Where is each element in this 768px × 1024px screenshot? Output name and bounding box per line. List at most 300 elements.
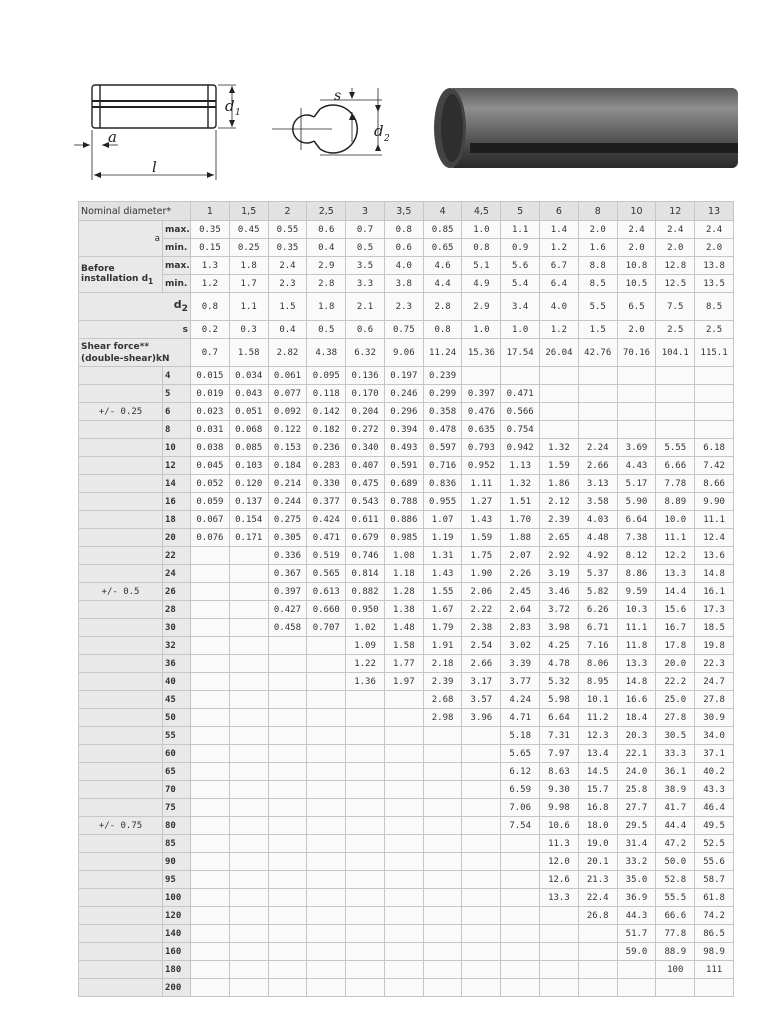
shear-load-cell [307,889,346,907]
shear-load-cell: 2.68 [423,691,462,709]
shear-load-cell [384,979,423,997]
a-label: a [154,233,160,244]
shear-load-cell: 0.204 [346,403,385,421]
shear-load-cell [229,637,268,655]
length-value: 30 [163,619,191,637]
shear-load-cell [462,925,501,943]
shear-load-cell: 13.6 [695,547,734,565]
shear-load-cell [191,961,230,979]
shear-load-cell [501,925,540,943]
shear-load-cell: 12.4 [695,529,734,547]
shear-load-cell [578,943,617,961]
shear-load-cell: 0.397 [268,583,307,601]
shear-load-cell: 27.8 [656,709,695,727]
shear-load-cell: 1.32 [540,439,579,457]
shear-load-cell: 88.9 [656,943,695,961]
shear-load-cell: 17.8 [656,637,695,655]
shear-load-cell [462,871,501,889]
length-row [79,475,734,493]
shear-load-cell [384,763,423,781]
d2-cell: 2.3 [384,293,423,321]
shear-load-cell: 30.9 [695,709,734,727]
shear-load-cell [462,853,501,871]
length-value: 75 [163,799,191,817]
d1-max-cell: 8.8 [578,257,617,275]
shear-load-cell: 0.103 [229,457,268,475]
shear-load-cell: 5.98 [540,691,579,709]
shear-load-cell [578,367,617,385]
row-d1-max [79,257,734,275]
shear-load-cell [191,799,230,817]
shear-load-cell [462,745,501,763]
shear-load-cell [384,799,423,817]
length-row [79,529,734,547]
d1-min-cell: 1.7 [229,275,268,293]
shear-load-cell [307,763,346,781]
shear-load-cell: 3.02 [501,637,540,655]
s-cell: 0.2 [191,321,230,339]
shear-load-cell [307,799,346,817]
length-value: 26 [163,583,191,601]
a-max-cell: 2.4 [656,221,695,239]
shear-load-cell [191,943,230,961]
shear-load-cell [191,637,230,655]
shear-load-cell: 10.6 [540,817,579,835]
length-row [79,655,734,673]
tolerance-label: +/- 0.75 [79,817,163,835]
shear-load-cell: 8.95 [578,673,617,691]
tolerance-label: +/- 0.5 [79,583,163,601]
spec-table [78,201,734,997]
length-row [79,691,734,709]
length-row [79,961,734,979]
shear-load-cell: 25.0 [656,691,695,709]
shear-load-cell: 0.836 [423,475,462,493]
a-max-cell: 1.0 [462,221,501,239]
shear-load-cell [462,943,501,961]
shear-load-cell [307,673,346,691]
spec-table-body [79,202,734,997]
shear-load-cell [307,943,346,961]
shear-load-cell [191,907,230,925]
tolerance-cell [79,727,163,745]
a-max-cell: 0.85 [423,221,462,239]
shear-load-cell [462,367,501,385]
sub-max: max. [163,257,191,275]
shear-load-cell [346,691,385,709]
shear-load-cell: 61.8 [695,889,734,907]
shear-load-cell: 1.22 [346,655,385,673]
shear-load-cell: 34.0 [695,727,734,745]
shear-load-cell: 0.085 [229,439,268,457]
shear-cell: 1.58 [229,339,268,367]
length-value: 65 [163,763,191,781]
shear-load-cell: 35.0 [617,871,656,889]
length-value: 45 [163,691,191,709]
d2-sub: 2 [181,303,189,315]
length-row [79,565,734,583]
shear-load-cell [307,871,346,889]
d2-cell: 1.1 [229,293,268,321]
shear-load-cell: 41.7 [656,799,695,817]
shear-load-cell: 0.061 [268,367,307,385]
length-value: 120 [163,907,191,925]
shear-load-cell [268,781,307,799]
shear-load-cell: 0.171 [229,529,268,547]
shear-load-cell [656,385,695,403]
shear-load-cell: 4.92 [578,547,617,565]
shear-load-cell [229,799,268,817]
shear-load-cell: 52.8 [656,871,695,889]
shear-load-cell [229,925,268,943]
d1-max-cell: 10.8 [617,257,656,275]
shear-load-cell: 0.275 [268,511,307,529]
row-d2 [79,293,734,321]
a-min-cell: 1.2 [540,239,579,257]
shear-load-cell: 4.78 [540,655,579,673]
shear-load-cell: 2.54 [462,637,501,655]
a-min-cell: 0.8 [462,239,501,257]
label-d2: d [374,122,384,140]
shear-load-cell: 5.65 [501,745,540,763]
length-value: 70 [163,781,191,799]
installation-line [81,274,160,286]
shear-load-cell [307,781,346,799]
shear-load-cell: 13.3 [617,655,656,673]
shear-load-cell [307,961,346,979]
shear-load-cell [346,907,385,925]
label-a-group [79,221,163,257]
shear-load-cell: 98.9 [695,943,734,961]
shear-load-cell [307,745,346,763]
shear-load-cell: 25.8 [617,781,656,799]
shear-load-cell: 0.565 [307,565,346,583]
length-value: 12 [163,457,191,475]
shear-load-cell [384,889,423,907]
shear-load-cell [229,889,268,907]
tolerance-cell [79,781,163,799]
shear-load-cell [191,727,230,745]
shear-load-cell: 0.340 [346,439,385,457]
d1-max-cell: 6.7 [540,257,579,275]
shear-load-cell [307,817,346,835]
shear-load-cell [191,925,230,943]
shear-load-cell: 37.1 [695,745,734,763]
tolerance-cell [79,385,163,403]
length-value: 160 [163,943,191,961]
shear-load-cell: 1.43 [462,511,501,529]
shear-load-cell [617,979,656,997]
length-value: 36 [163,655,191,673]
d1-min-cell: 6.4 [540,275,579,293]
shear-load-cell: 77.8 [656,925,695,943]
s-cell: 1.5 [578,321,617,339]
shear-load-cell [229,781,268,799]
shear-load-cell: 14.8 [695,565,734,583]
shear-load-cell [501,979,540,997]
shear-load-cell: 2.98 [423,709,462,727]
shear-load-cell: 0.707 [307,619,346,637]
shear-load-cell: 0.052 [191,475,230,493]
shear-load-cell: 1.58 [384,637,423,655]
shear-load-cell: 0.427 [268,601,307,619]
tolerance-cell [79,619,163,637]
shear-load-cell: 1.11 [462,475,501,493]
shear-load-cell: 3.96 [462,709,501,727]
shear-load-cell [346,709,385,727]
length-value: 4 [163,367,191,385]
shear-load-cell: 0.236 [307,439,346,457]
shear-load-cell: 3.72 [540,601,579,619]
shear-load-cell: 24.0 [617,763,656,781]
shear-load-cell: 59.0 [617,943,656,961]
shear-load-cell: 6.71 [578,619,617,637]
shear-load-cell [501,907,540,925]
length-value: 50 [163,709,191,727]
tolerance-cell [79,601,163,619]
shear-load-cell [229,745,268,763]
a-min-cell: 0.35 [268,239,307,257]
s-cell: 0.8 [423,321,462,339]
shear-load-cell: 0.153 [268,439,307,457]
shear-load-cell: 0.471 [501,385,540,403]
shear-cell: 15.36 [462,339,501,367]
tolerance-cell [79,475,163,493]
a-max-cell: 2.4 [617,221,656,239]
d1-min-cell: 4.9 [462,275,501,293]
shear-load-cell: 0.214 [268,475,307,493]
shear-load-cell [229,817,268,835]
shear-load-cell: 0.283 [307,457,346,475]
shear-load-cell: 1.18 [384,565,423,583]
label-d2-sub: 2 [384,134,390,144]
shear-load-cell: 0.716 [423,457,462,475]
shear-load-cell: 2.39 [540,511,579,529]
shear-load-cell: 0.635 [462,421,501,439]
shear-load-cell [695,403,734,421]
length-row [79,871,734,889]
shear-load-cell: 3.17 [462,673,501,691]
shear-load-cell [346,817,385,835]
s-cell: 0.5 [307,321,346,339]
shear-load-cell: 46.4 [695,799,734,817]
shear-load-cell [540,367,579,385]
shear-load-cell [268,763,307,781]
shear-load-cell: 111 [695,961,734,979]
shear-load-cell [384,961,423,979]
length-value: 6 [163,403,191,421]
shear-load-cell: 43.3 [695,781,734,799]
shear-load-cell [307,979,346,997]
shear-load-cell: 13.4 [578,745,617,763]
shear-load-cell: 1.86 [540,475,579,493]
shear-load-cell: 9.98 [540,799,579,817]
shear-load-cell [191,871,230,889]
shear-load-cell: 1.09 [346,637,385,655]
shear-load-cell [307,691,346,709]
shear-load-cell: 7.16 [578,637,617,655]
shear-load-cell: 3.13 [578,475,617,493]
shear-load-cell [307,907,346,925]
shear-line-2: (double-shear)kN [81,353,170,364]
tolerance-cell [79,871,163,889]
shear-load-cell: 2.92 [540,547,579,565]
shear-load-cell: 0.424 [307,511,346,529]
shear-load-cell [423,907,462,925]
d2-cell: 5.5 [578,293,617,321]
shear-load-cell: 1.59 [462,529,501,547]
shear-load-cell [462,889,501,907]
shear-load-cell [423,835,462,853]
shear-load-cell: 16.1 [695,583,734,601]
shear-load-cell: 0.095 [307,367,346,385]
length-value: 22 [163,547,191,565]
tolerance-cell [79,853,163,871]
shear-load-cell: 11.1 [695,511,734,529]
shear-load-cell: 9.30 [540,781,579,799]
shear-load-cell: 14.4 [656,583,695,601]
shear-load-cell [346,871,385,889]
length-value: 200 [163,979,191,997]
shear-load-cell [501,943,540,961]
shear-load-cell [462,835,501,853]
shear-load-cell: 1.91 [423,637,462,655]
shear-load-cell: 40.2 [695,763,734,781]
tolerance-cell [79,655,163,673]
tolerance-cell [79,439,163,457]
shear-load-cell [346,799,385,817]
shear-load-cell [384,745,423,763]
d1-max-cell: 2.9 [307,257,346,275]
tolerance-cell [79,421,163,439]
shear-load-cell: 6.64 [617,511,656,529]
shear-load-cell: 5.55 [656,439,695,457]
shear-load-cell: 0.137 [229,493,268,511]
shear-load-cell [617,403,656,421]
length-row [79,421,734,439]
shear-load-cell [423,745,462,763]
shear-load-cell: 0.475 [346,475,385,493]
pin-end-view [272,88,382,155]
shear-load-cell: 0.519 [307,547,346,565]
label-a: a [108,128,117,146]
shear-line-1: Shear force** [81,341,150,352]
shear-cell: 2.82 [268,339,307,367]
shear-load-cell [229,961,268,979]
shear-load-cell: 1.70 [501,511,540,529]
shear-load-cell [656,979,695,997]
shear-load-cell: 0.478 [423,421,462,439]
d1-min-cell: 12.5 [656,275,695,293]
shear-load-cell: 0.543 [346,493,385,511]
shear-load-cell: 0.142 [307,403,346,421]
shear-load-cell: 8.06 [578,655,617,673]
shear-load-cell: 4.25 [540,637,579,655]
shear-load-cell [617,421,656,439]
d1-max-cell: 3.5 [346,257,385,275]
shear-load-cell [307,709,346,727]
diameter-header-0: 1 [191,202,230,221]
shear-load-cell: 15.6 [656,601,695,619]
shear-load-cell: 2.65 [540,529,579,547]
shear-load-cell [268,673,307,691]
shear-load-cell: 0.197 [384,367,423,385]
shear-load-cell [578,979,617,997]
shear-load-cell: 0.471 [307,529,346,547]
shear-load-cell: 0.154 [229,511,268,529]
shear-load-cell [191,745,230,763]
shear-load-cell [191,889,230,907]
shear-load-cell [501,961,540,979]
a-max-cell: 0.45 [229,221,268,239]
diameter-header-11: 10 [617,202,656,221]
shear-cell: 104.1 [656,339,695,367]
shear-load-cell: 0.566 [501,403,540,421]
shear-load-cell [423,853,462,871]
shear-load-cell: 2.83 [501,619,540,637]
shear-load-cell [191,601,230,619]
length-row [79,493,734,511]
shear-load-cell: 10.1 [578,691,617,709]
length-value: 32 [163,637,191,655]
shear-load-cell: 5.90 [617,493,656,511]
shear-load-cell: 2.45 [501,583,540,601]
shear-load-cell: 1.51 [501,493,540,511]
a-min-cell: 2.0 [656,239,695,257]
shear-load-cell: 8.66 [695,475,734,493]
length-value: 85 [163,835,191,853]
shear-load-cell: 1.07 [423,511,462,529]
shear-load-cell [462,907,501,925]
length-row [79,673,734,691]
shear-load-cell: 1.31 [423,547,462,565]
shear-load-cell [268,889,307,907]
shear-load-cell: 1.88 [501,529,540,547]
d2-cell: 2.9 [462,293,501,321]
shear-load-cell: 0.051 [229,403,268,421]
shear-load-cell [268,925,307,943]
shear-load-cell [462,979,501,997]
length-row [79,889,734,907]
label-d1-sub: 1 [235,108,241,118]
tolerance-cell [79,799,163,817]
tolerance-label: +/- 0.25 [79,403,163,421]
a-max-cell: 1.4 [540,221,579,239]
shear-load-cell: 0.045 [191,457,230,475]
shear-load-cell: 1.08 [384,547,423,565]
shear-load-cell: 0.336 [268,547,307,565]
shear-load-cell: 2.64 [501,601,540,619]
shear-load-cell [462,781,501,799]
shear-load-cell [346,925,385,943]
shear-cell: 9.06 [384,339,423,367]
pin-photo [434,88,738,168]
shear-load-cell: 0.493 [384,439,423,457]
label-before-installation [79,257,163,293]
shear-load-cell: 0.660 [307,601,346,619]
shear-load-cell: 16.7 [656,619,695,637]
diameter-header-9: 6 [540,202,579,221]
shear-load-cell [578,421,617,439]
length-value: 10 [163,439,191,457]
shear-load-cell: 22.2 [656,673,695,691]
tolerance-cell [79,673,163,691]
shear-load-cell: 1.19 [423,529,462,547]
shear-load-cell [384,691,423,709]
a-max-cell: 0.8 [384,221,423,239]
shear-load-cell [191,709,230,727]
shear-load-cell [501,835,540,853]
